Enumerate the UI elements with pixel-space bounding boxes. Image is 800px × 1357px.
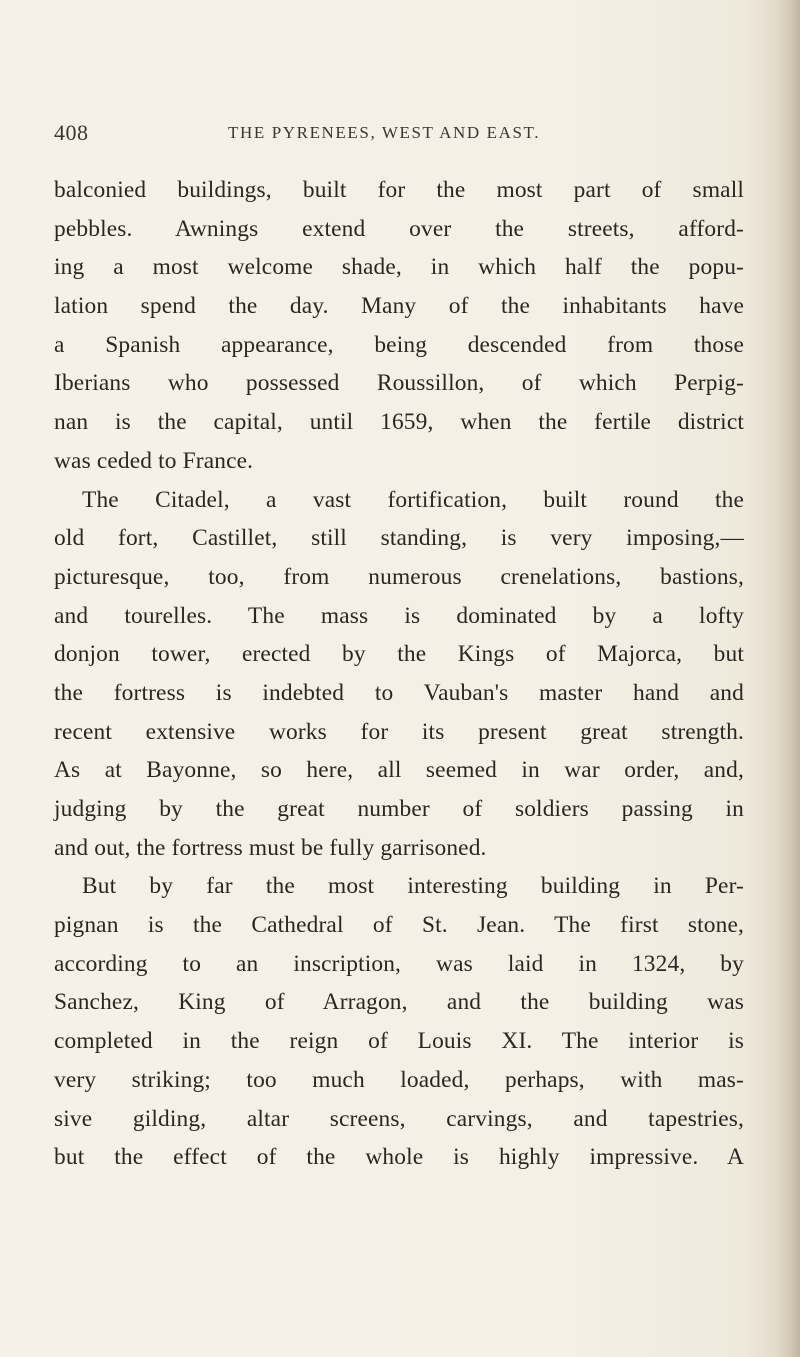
paragraph-end-line: was ceded to France. — [54, 447, 254, 474]
text-line: completed in the reign of Louis XI. The interior is — [54, 1028, 744, 1055]
running-head: THE PYRENEES, WEST AND EAST. — [228, 123, 541, 142]
paragraph-start-line: The Citadel, a vast fortification, built round the — [82, 486, 744, 513]
body-text — [54, 171, 744, 1177]
page-number: 408 — [54, 120, 89, 145]
text-line: judging by the great number of soldiers passing in — [54, 796, 744, 822]
text-line: pignan is the Cathedral of St. Jean. The first stone, — [54, 912, 744, 939]
text-line: and tourelles. The mass is dominated by a lofty — [54, 602, 744, 629]
text-line: Iberians who possessed Roussillon, of which Perpig- — [54, 370, 744, 397]
page-header — [54, 120, 754, 150]
paragraph-end-line: and out, the fortress must be fully garrisoned. — [54, 834, 487, 861]
text-line: sive gilding, altar screens, carvings, and tapestries, — [54, 1105, 744, 1132]
text-line: lation spend the day. Many of the inhabitants have — [54, 293, 744, 320]
text-line: balconied buildings, built for the most part of small — [54, 177, 744, 203]
text-line: picturesque, too, from numerous crenelations, bastions, — [54, 563, 744, 590]
text-line: but the effect of the whole is highly impressive. A — [54, 1144, 744, 1171]
text-line: nan is the capital, until 1659, when the fertile district — [54, 409, 744, 436]
text-line: the fortress is indebted to Vauban's master hand and — [54, 679, 744, 706]
text-line: pebbles. Awnings extend over the streets, afford- — [54, 215, 744, 242]
text-line: ing a most welcome shade, in which half the popu- — [54, 254, 744, 281]
text-line: recent extensive works for its present great strength. — [54, 718, 744, 745]
page-edge-shadow — [778, 0, 800, 1357]
text-line: As at Bayonne, so here, all seemed in war order, and, — [54, 757, 744, 784]
text-line: donjon tower, erected by the Kings of Majorca, but — [54, 641, 744, 668]
text-line: a Spanish appearance, being descended from those — [54, 331, 744, 358]
text-line: Sanchez, King of Arragon, and the building was — [54, 989, 744, 1016]
text-line: very striking; too much loaded, perhaps, with mas- — [54, 1066, 744, 1093]
text-line: old fort, Castillet, still standing, is very imposing,— — [54, 525, 744, 552]
text-line: according to an inscription, was laid in 1324, by — [54, 950, 744, 977]
paragraph-start-line: But by far the most interesting building in Per- — [82, 873, 744, 900]
